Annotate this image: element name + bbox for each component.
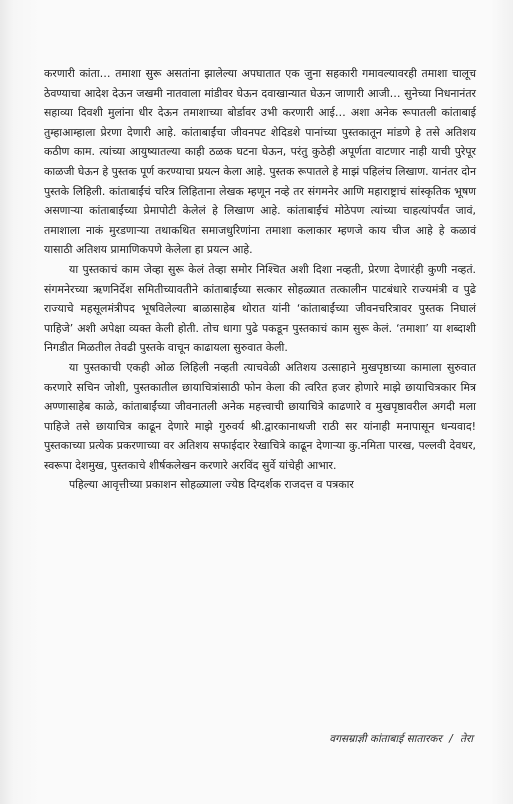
page-number: तेरा [460,733,473,745]
body-text [44,64,476,495]
paragraph-3: या पुस्तकाची एकही ओळ लिहिली नव्हती त्याचवेळी अतिशय उत्साहाने मुखपृष्ठाच्या कामाला सुरुवात करणारे सचिन जोशी, पुस्तकातील छायाचित्रांसाठी फोन केला की त्वरित हजर होणारे माझे छायाचित्रकार मित्र अण्णासाहेब काळे, कांताबाईंच्या जीवनातली अनेक महत्त्वाची छायाचित्रे काढणारे व मुखपृष्ठावरील अगदी मला पाहिजे तसे छायाचित्र काढून देणारे माझे गुरुवर्य श्री.द्वारकानाथजी राठी सर यांनाही मनापासून धन्यवाद! पुस्तकाच्या प्रत्येक प्रकरणाच्या वर अतिशय सफाईदार रेखाचित्रे काढून देणाऱ्या कु.नमिता पारख, पल्लवी देवधर, स्वरूपा देशमुख, पुस्तकाचे शीर्षकलेखन करणारे अरविंद सुर्वे यांचेही आभार. [44,360,476,472]
paragraph-1: करणारी कांता… तमाशा सुरू असतांना झालेल्या अपघातात एक जुना सहकारी गमावल्यावरही तमाशा चालूच ठेवण्याचा आदेश देऊन जखमी नातवाला मांडीवर घेऊन दवाखान्यात घेऊन जाणारी आजी… सुनेच्या निधनानंतर सहाव्या दिवशी मुलांना धीर देऊन तमाशाच्या बोर्डावर उभी करणारी आई… अशा अनेक रूपातली कांताबाई तुम्हाआम्हाला प्रेरणा देणारी आहे. कांताबाईंचा जीवनपट शेदिडशे पानांच्या पुस्तकातून मांडणे हे तसे अतिशय कठीण काम. त्यांच्या आयुष्यातल्या काही ठळक घटना घेऊन, परंतु कुठेही अपूर्णता वाटणार नाही याची पुरेपूर काळजी घेऊन हे पुस्तक पूर्ण करण्याचा प्रयत्न केला आहे. पुस्तक रूपातले हे माझं पहिलंच लिखाण. यानंतर दोन पुस्तके लिहिली. कांताबाईंचं चरित्र लिहिताना लेखक म्हणून नव्हे तर संगमनेर आणि महाराष्ट्राचं सांस्कृतिक भूषण असणाऱ्या कांताबाईंच्या प्रेमापोटी केलेलं हे लिखाण आहे. कांताबाईंचं मोठेपण त्यांच्या चाहत्यांपर्यंत जावं, तमाशाला नाकं मुरडणाऱ्या तथाकथित समाजधुरिणांना तमाशा कलाकार म्हणजे काय चीज आहे हे कळावं यासाठी अतिशय प्रामाणिकपणे केलेला हा प्रयत्न आहे. [44,67,476,257]
paragraph-2: या पुस्तकाचं काम जेव्हा सुरू केलं तेव्हा समोर निश्चित अशी दिशा नव्हती, प्रेरणा देणारंही कुणी नव्हतं. संगमनेरच्या ऋणनिर्देश समितीच्यावतीने कांताबाईंच्या सत्कार सोहळ्यात तत्कालीन पाटबंधारे राज्यमंत्री व पुढे राज्याचे महसूलमंत्रीपद भूषविलेल्या बाळासाहेब थोरात यांनी ‘कांताबाईंच्या जीवनचरित्रावर पुस्तक निघालं पाहिजे’ अशी अपेक्षा व्यक्त केली होती. तोच धागा पुढे पकडून पुस्तकाचं काम सुरू केलं. ‘तमाशा’ या शब्दाशी निगडीत मिळतील तेवढी पुस्तके वाचून काढायला सुरुवात केली. [44,262,476,355]
paragraph-4: पहिल्या आवृत्तीच्या प्रकाशन सोहळ्याला ज्येष्ठ दिग्दर्शक राजदत्त व पत्रकार [69,478,354,492]
footer-book-title: वगसम्राज्ञी कांताबाई सातारकर [329,733,442,745]
footer-separator: / [449,733,453,745]
running-footer [0,732,473,746]
